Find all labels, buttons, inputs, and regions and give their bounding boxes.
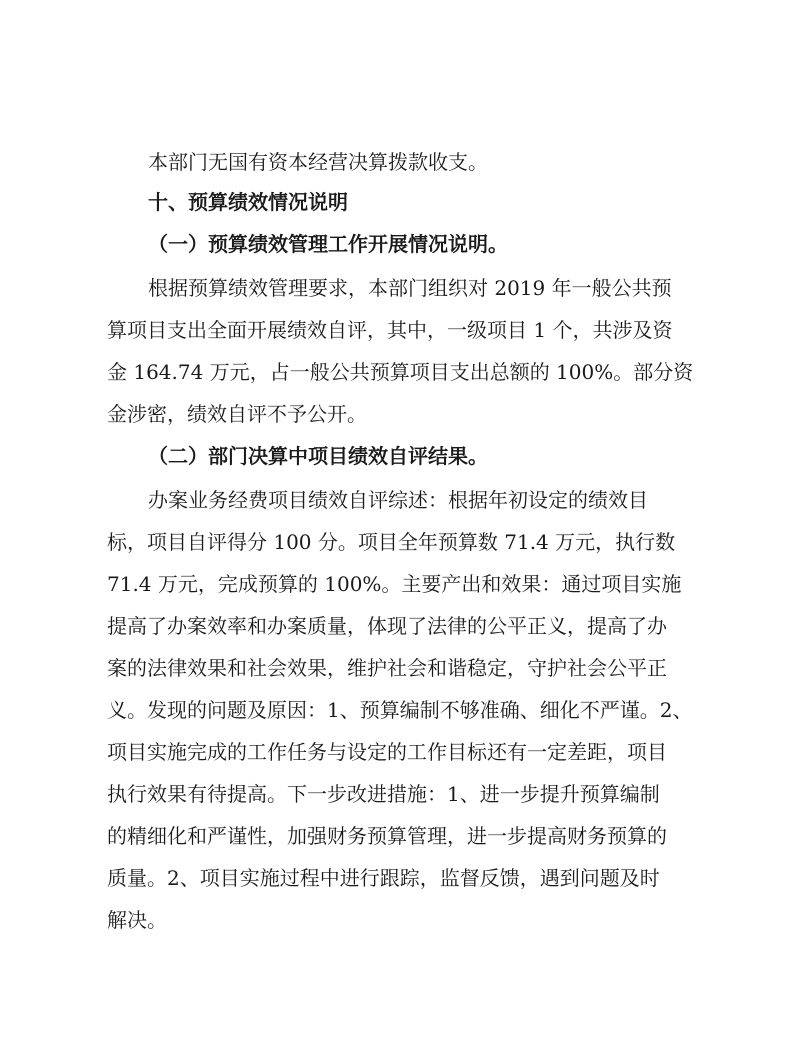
heading-text: （一）预算绩效管理工作开展情况说明。 — [148, 232, 508, 256]
heading-text: 十、预算绩效情况说明 — [148, 190, 348, 214]
text-line — [0, 352, 793, 392]
text-line — [0, 564, 793, 604]
subsection-two-heading — [0, 436, 793, 476]
line-text: 执行效果有待提高。下一步改进措施：1、进一步提升预算编制 — [107, 782, 660, 806]
text-line — [0, 690, 793, 730]
line-text: 71.4 万元，完成预算的 100%。主要产出和效果：通过项目实施 — [107, 572, 682, 596]
text-line — [0, 394, 793, 434]
line-text: 标，项目自评得分 100 分。项目全年预算数 71.4 万元，执行数 — [107, 530, 676, 554]
text-line — [0, 858, 793, 898]
line-text: 金 164.74 万元，占一般公共预算项目支出总额的 100%。部分资 — [107, 360, 694, 384]
text-line — [0, 816, 793, 856]
text-line — [0, 648, 793, 688]
line-text: 义。发现的问题及原因：1、预算编制不够准确、细化不严谨。2、 — [107, 698, 693, 722]
line-text: 项目实施完成的工作任务与设定的工作目标还有一定差距，项目 — [107, 740, 667, 764]
text-line — [0, 900, 793, 940]
line-text: 的精细化和严谨性，加强财务预算管理，进一步提高财务预算的 — [107, 824, 667, 848]
text-line — [0, 310, 793, 350]
text-line — [0, 522, 793, 562]
text-line — [0, 480, 793, 520]
text-line — [0, 732, 793, 772]
line-text: 案的法律效果和社会效果，维护社会和谐稳定，守护社会公平正 — [107, 656, 667, 680]
subsection-one-heading — [0, 224, 793, 264]
line-text: 办案业务经费项目绩效自评综述：根据年初设定的绩效目 — [148, 488, 648, 512]
text-line — [0, 774, 793, 814]
line-text: 根据预算绩效管理要求，本部门组织对 2019 年一般公共预 — [148, 276, 672, 300]
line-text: 解决。 — [107, 908, 167, 932]
line-text: 提高了办案效率和办案质量，体现了法律的公平正义，提高了办 — [107, 614, 667, 638]
line-text: 金涉密，绩效自评不予公开。 — [107, 402, 367, 426]
text-line — [0, 606, 793, 646]
section-ten-heading — [0, 182, 793, 222]
line-text: 算项目支出全面开展绩效自评，其中，一级项目 1 个，共涉及资 — [107, 318, 673, 342]
text-line — [0, 268, 793, 308]
line-text: 质量。2、项目实施过程中进行跟踪，监督反馈，遇到问题及时 — [107, 866, 660, 890]
intro-paragraph — [0, 142, 793, 182]
heading-text: （二）部门决算中项目绩效自评结果。 — [148, 444, 488, 468]
text-line: 本部门无国有资本经营决算拨款收支。 — [148, 150, 488, 174]
